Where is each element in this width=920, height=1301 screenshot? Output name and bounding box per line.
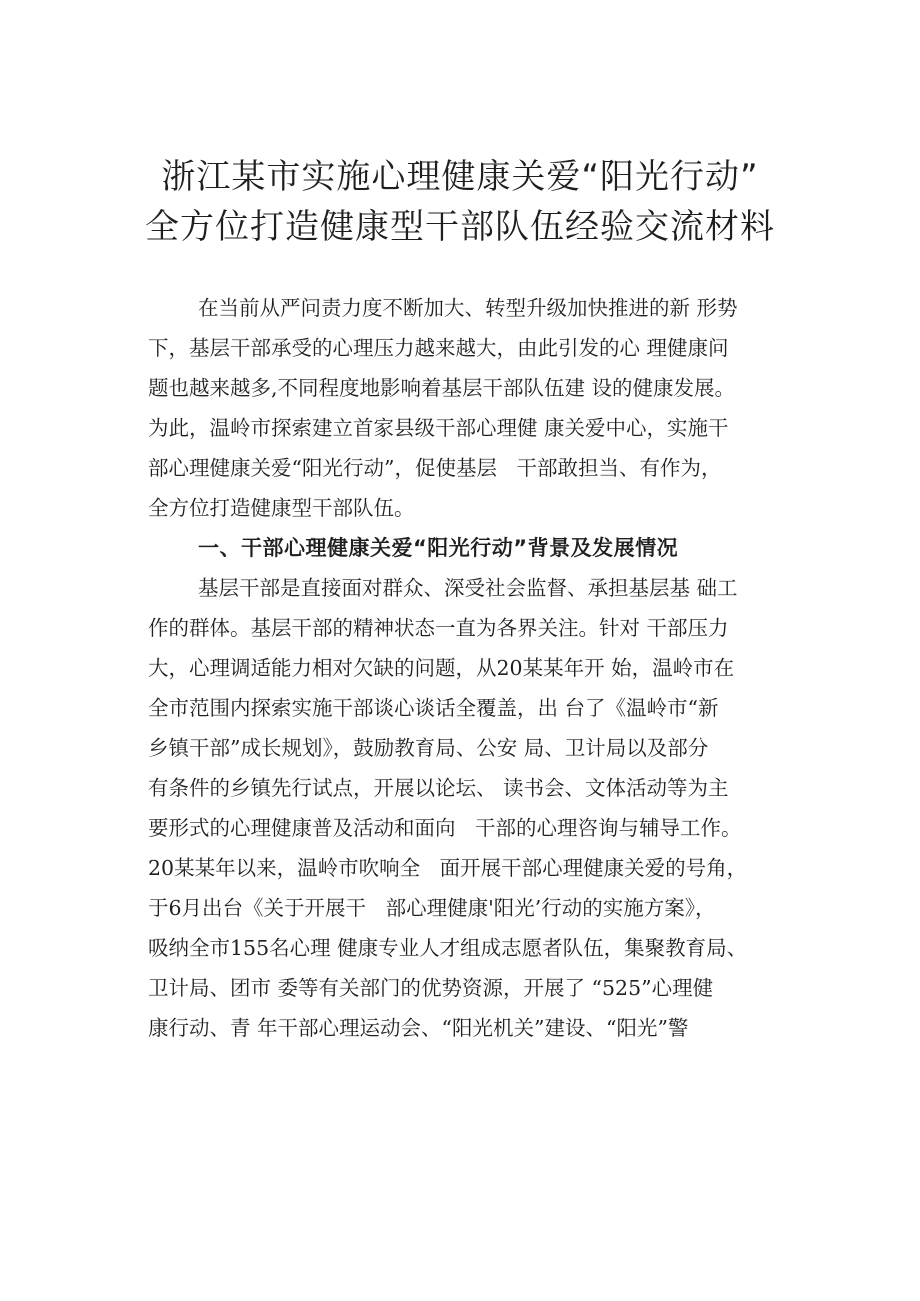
paragraph-line: 为此，温岭市探索建立首家县级干部心理健 康关爱中心，实施干 xyxy=(148,416,729,440)
paragraph-line: 有条件的乡镇先行试点，开展以论坛、 读书会、文体活动等为主 xyxy=(148,776,729,800)
paragraph-line: 吸纳全市155名心理 健康专业人才组成志愿者队伍，集聚教育局、 xyxy=(148,936,748,960)
paragraph-line: 题也越来越多,不同程度地影响着基层干部队伍建 设的健康发展。 xyxy=(148,376,736,400)
paragraph-line: 于6月出台《关于开展干 部心理健康'阳光’行动的实施方案》， xyxy=(148,896,716,920)
paragraph-line: 基层干部是直接面对群众、深受社会监督、承担基层基 础工 xyxy=(198,576,738,600)
section-heading: 一、干部心理健康关爱“阳光行动”背景及发展情况 xyxy=(198,536,679,560)
title-line-1: 浙江某市实施心理健康关爱“阳光行动” xyxy=(161,157,759,197)
paragraph-line: 下，基层干部承受的心理压力越来越大，由此引发的心 理健康问 xyxy=(148,336,729,360)
paragraph-line: 全方位打造健康型干部队伍。 xyxy=(148,496,415,520)
paragraph-line: 部心理健康关爱“阳光行动”，促使基层 干部敢担当、有作为， xyxy=(148,456,722,480)
paragraph-line: 20某某年以来，温岭市吹响全 面开展干部心理健康关爱的号角， xyxy=(148,856,748,880)
paragraph-line: 全市范围内探索实施干部谈心谈话全覆盖，出 台了《温岭市“新 xyxy=(148,696,719,720)
paragraph-line: 大，心理调适能力相对欠缺的问题，从20某某年开 始，温岭市在 xyxy=(148,656,735,680)
paragraph-line: 要形式的心理健康普及活动和面向 干部的心理咨询与辅导工作。 xyxy=(148,816,742,840)
paragraph-line: 作的群体。基层干部的精神状态一直为各界关注。针对 干部压力 xyxy=(148,616,729,640)
paragraph-line: 康行动、青 年干部心理运动会、“阳光机关”建设、“阳光”警 xyxy=(148,1016,689,1040)
paragraph-line: 乡镇干部”成长规划》，鼓励教育局、公安 局、卫计局以及部分 xyxy=(148,736,709,760)
title-line-2: 全方位打造健康型干部队伍经验交流材料 xyxy=(145,207,775,247)
document-body xyxy=(148,288,814,1048)
paragraph-line: 卫计局、团市 委等有关部门的优势资源，开展了 “525”心理健 xyxy=(148,976,714,1000)
paragraph-line: 在当前从严问责力度不断加大、转型升级加快推进的新 形势 xyxy=(198,296,738,320)
document-title xyxy=(0,152,920,252)
